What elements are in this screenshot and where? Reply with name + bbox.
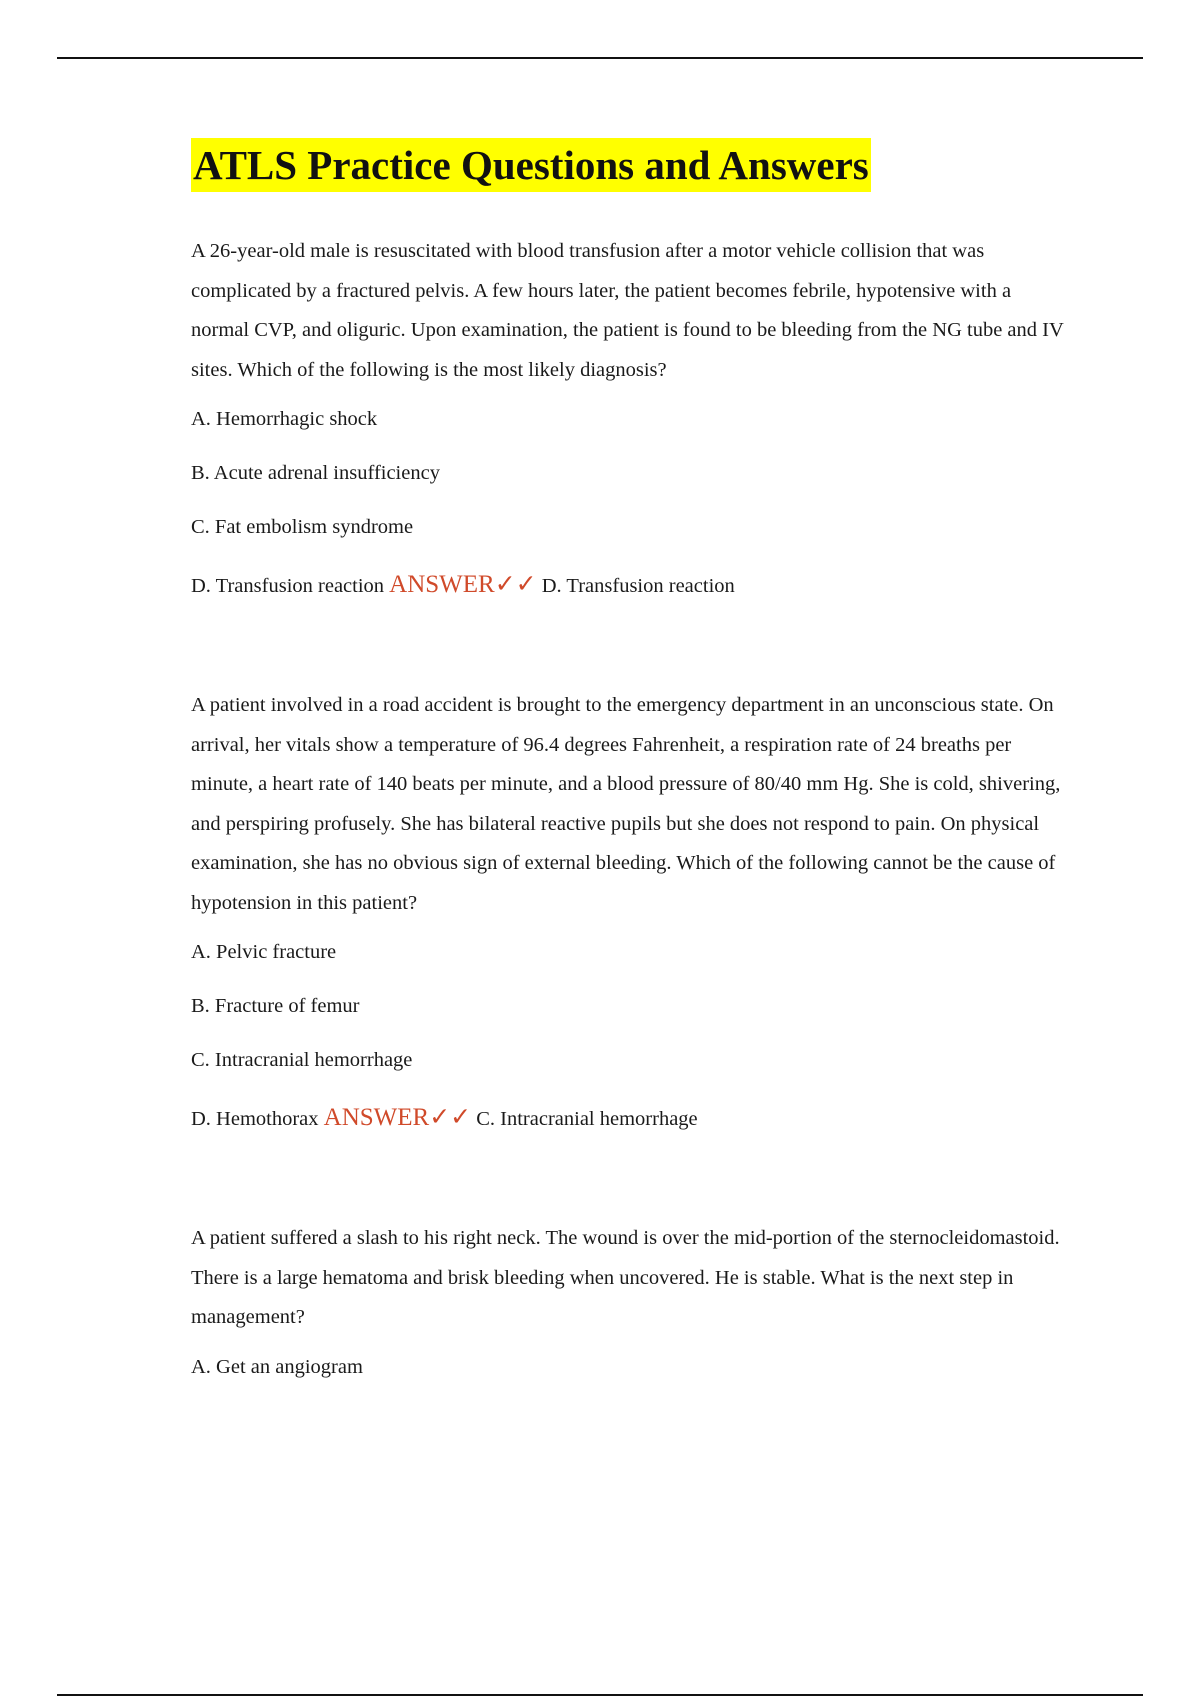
- question-3-option-a: A. Get an angiogram: [191, 1355, 363, 1378]
- header-rule: [57, 57, 1143, 59]
- question-1-option-b: B. Acute adrenal insufficiency: [191, 462, 440, 484]
- question-2-option-d: D. Hemothorax: [191, 1108, 319, 1130]
- question-1-option-c: C. Fat embolism syndrome: [191, 516, 414, 538]
- question-2-option-a: A. Pelvic fracture: [191, 941, 337, 963]
- answer-tag: ANSWER✓✓: [389, 571, 537, 598]
- question-1-stem: A 26-year-old male is resuscitated with blood transfusion after a motor vehicle collision that was complicated by a fractured pelvis. A few hours later, the patient becomes febrile, hypotensive with a normal CVP, and oliguric. Upon examination, the patient is found to be bleeding from the NG tube and IV sites. Which of the following is the most likely diagnosis?: [191, 240, 1064, 381]
- question-1-correct-answer: D. Transfusion reaction: [541, 575, 735, 597]
- question-1-option-d: D. Transfusion reaction: [191, 575, 385, 597]
- document-title: ATLS Practice Questions and Answers: [191, 138, 871, 192]
- question-2-option-c: C. Intracranial hemorrhage: [191, 1049, 413, 1071]
- question-3-stem: A patient suffered a slash to his right neck. The wound is over the mid-portion of the sternocleidomastoid. There is a large hematoma and brisk bleeding when uncovered. He is stable. What is the next step in management?: [191, 1227, 1060, 1328]
- question-2-option-b: B. Fracture of femur: [191, 995, 360, 1017]
- footer-rule: [57, 1694, 1143, 1696]
- question-1-option-a: A. Hemorrhagic shock: [191, 408, 378, 430]
- question-2-answer-line: [191, 1102, 1071, 1135]
- question-3: [191, 1219, 1071, 1381]
- question-2-correct-answer: C. Intracranial hemorrhage: [476, 1108, 698, 1130]
- question-1-answer-line: [191, 569, 1071, 602]
- question-2: [191, 686, 1071, 1135]
- answer-tag: ANSWER✓✓: [323, 1104, 472, 1131]
- question-1: [191, 232, 1071, 602]
- document-content: [191, 138, 1071, 1381]
- question-2-stem: A patient involved in a road accident is brought to the emergency department in an unconscious state. On arrival, her vitals show a temperature of 96.4 degrees Fahrenheit, a respiration rate of 24 breaths per minute, a heart rate of 140 beats per minute, and a blood pressure of 80/40 mm Hg. She is cold, shivering, and perspiring profusely. She has bilateral reactive pupils but she does not respond to pain. On physical examination, she has no obvious sign of external bleeding. Which of the following cannot be the cause of hypotension in this patient?: [191, 694, 1061, 914]
